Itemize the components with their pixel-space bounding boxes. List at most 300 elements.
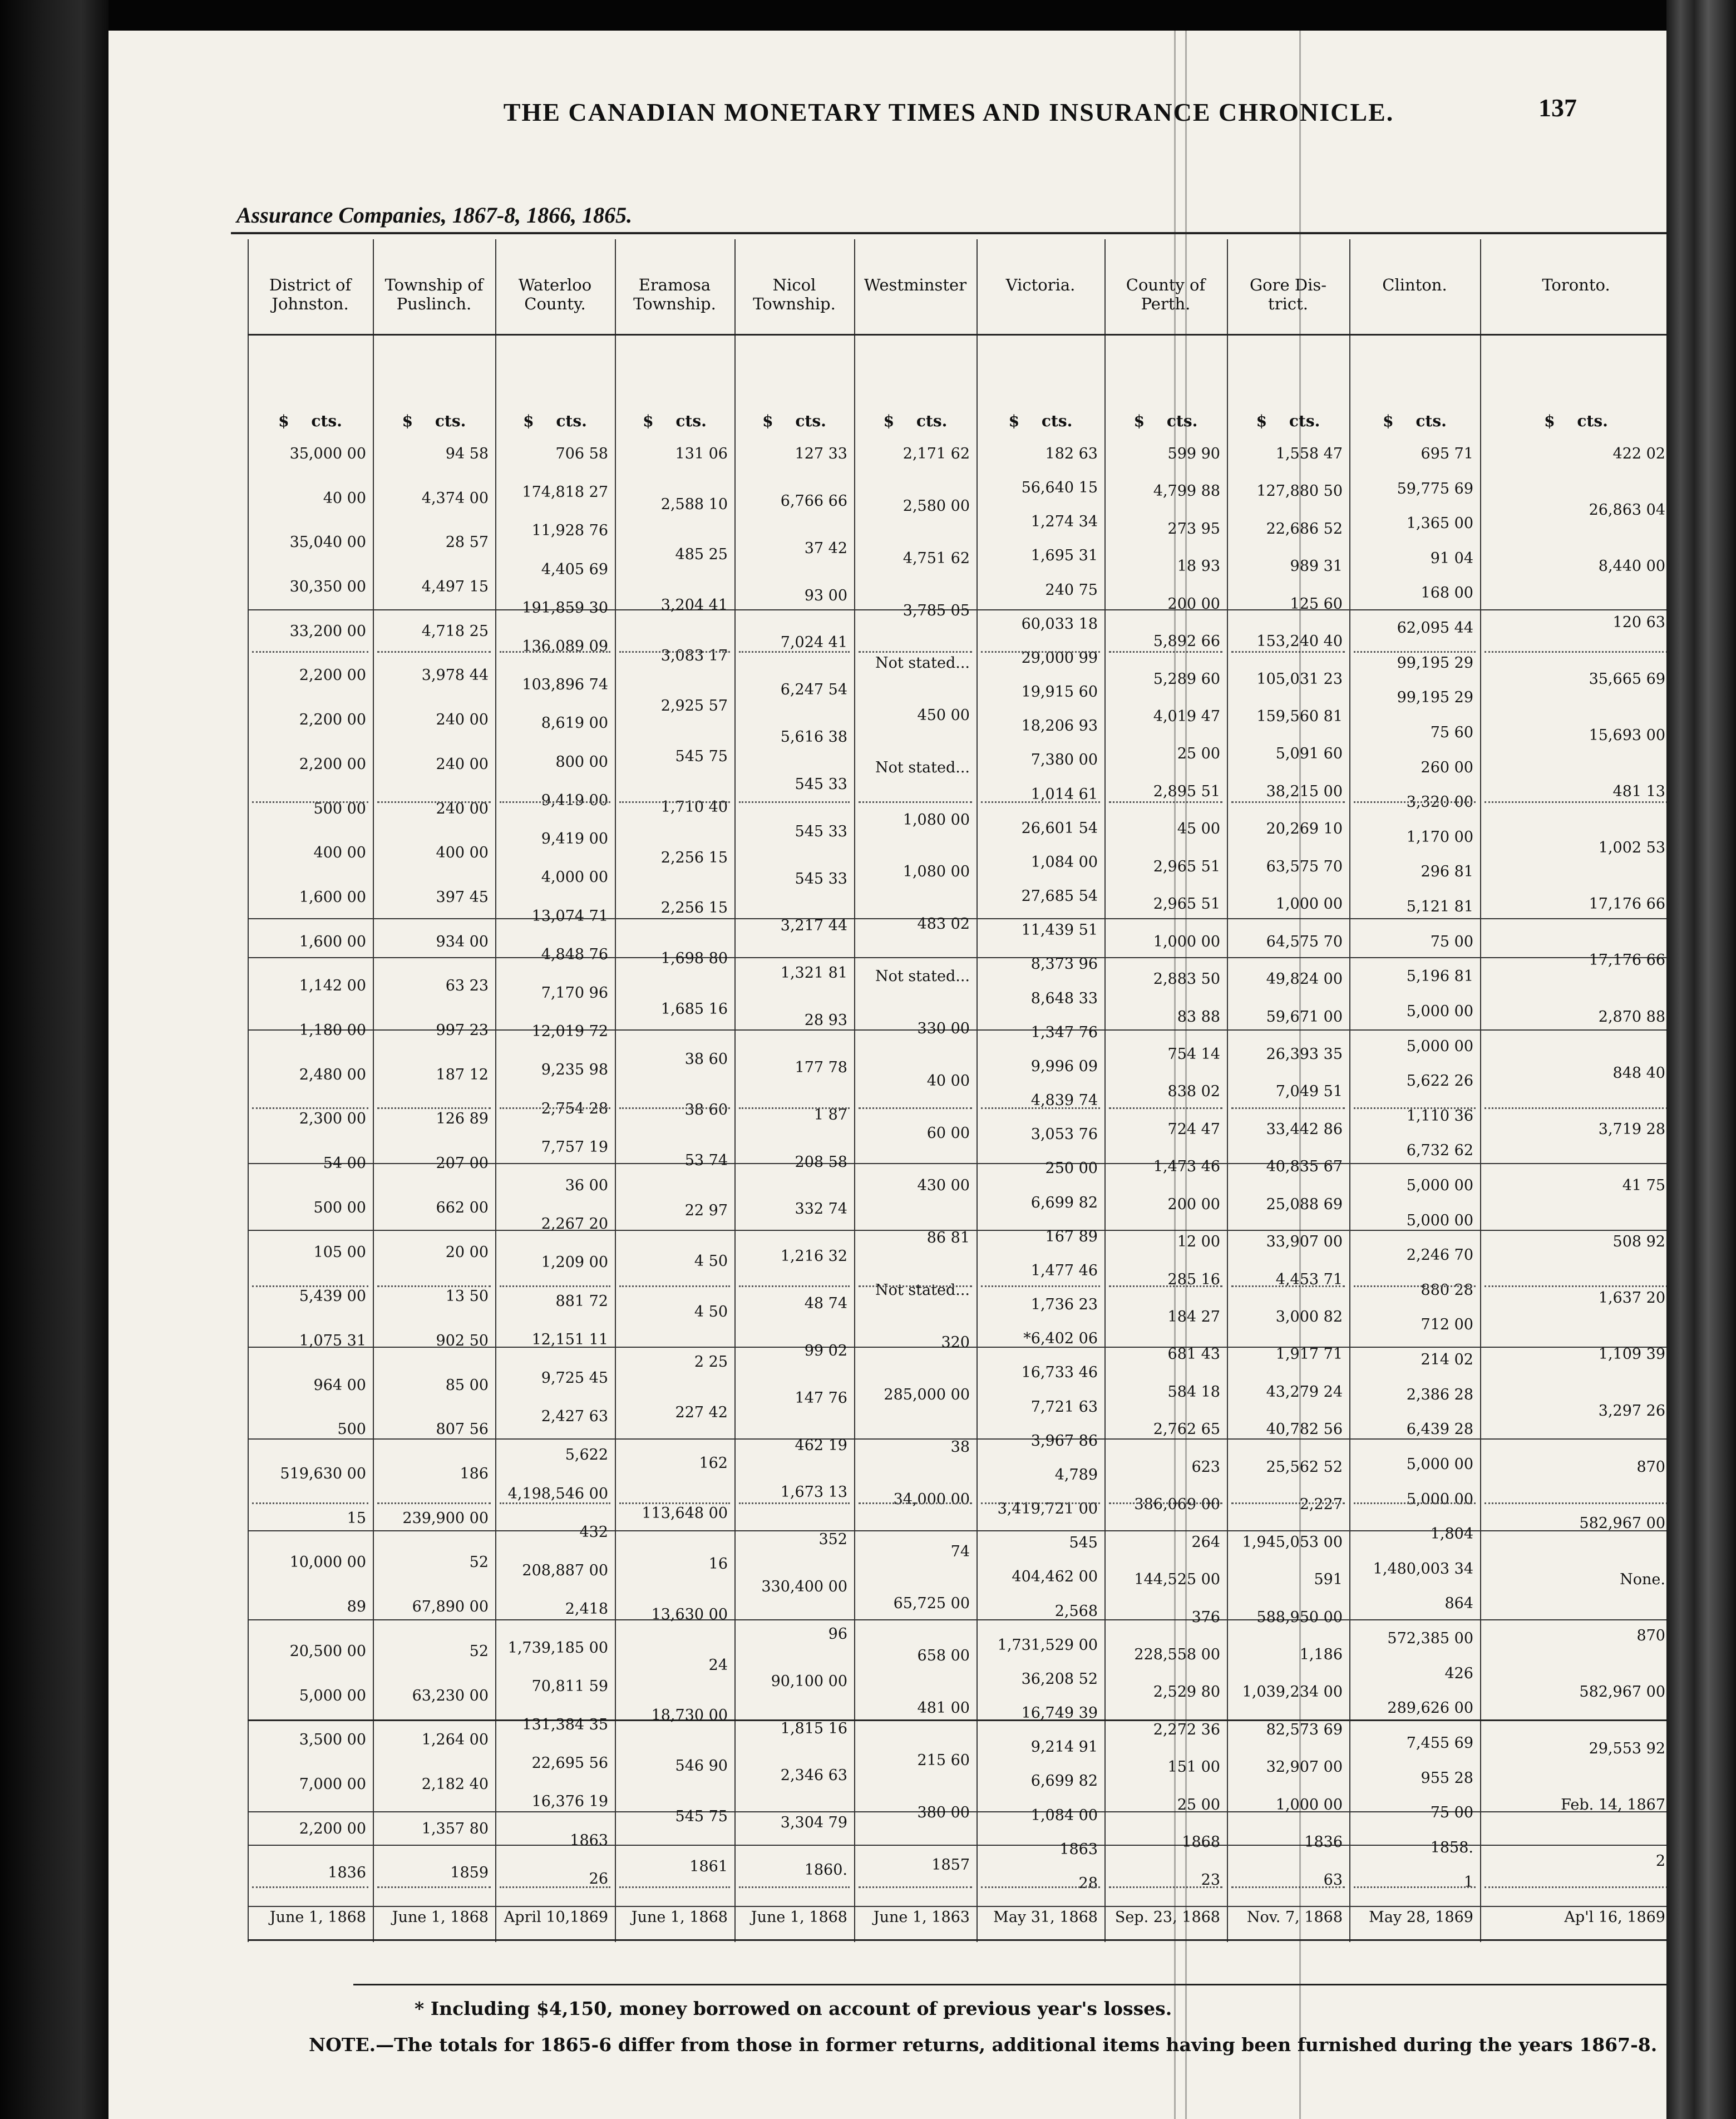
table-cell: 24	[708, 1657, 728, 1674]
table-column	[976, 239, 1104, 1942]
table-cell: 955 28	[1421, 1770, 1473, 1787]
table-cell: 1,731,529 00	[997, 1637, 1098, 1654]
table-cell: 167 89	[1045, 1228, 1098, 1245]
dot-leader	[252, 801, 368, 803]
table-column	[1227, 239, 1349, 1942]
dot-leader	[1109, 1502, 1222, 1504]
table-cell: 45 00	[1177, 820, 1220, 837]
table-cell: 404,462 00	[1012, 1568, 1098, 1585]
table-cell: 2,480 00	[299, 1066, 366, 1083]
table-cell: 6,439 28	[1406, 1421, 1473, 1438]
table-column	[734, 239, 854, 1942]
cents-label: cts.	[1041, 412, 1073, 430]
table-cell: 3,297 26	[1598, 1402, 1665, 1420]
table-cell: 25 00	[1177, 1796, 1220, 1814]
table-cell: 588,950 00	[1256, 1609, 1343, 1626]
table-cell: 1868	[1182, 1834, 1220, 1851]
column-header: Nicol Township.	[753, 275, 836, 313]
table-cell: 63,575 70	[1266, 858, 1343, 875]
dot-leader	[1109, 1107, 1222, 1109]
table-cell: 3,978 44	[421, 667, 489, 684]
table-cell: 881 72	[555, 1293, 608, 1310]
table-cell: 33,200 00	[289, 623, 366, 640]
table-cell: 426	[1444, 1665, 1473, 1682]
table-cell: 1,739,185 00	[507, 1639, 608, 1657]
table-cell: 67,890 00	[412, 1598, 489, 1615]
table-cell: 712 00	[1421, 1316, 1473, 1333]
table-cell: 187 12	[436, 1066, 489, 1083]
table-cell: 250 00	[1045, 1160, 1098, 1177]
table-cell: 174,818 27	[522, 484, 608, 501]
table-cell: 724 47	[1167, 1121, 1220, 1138]
table-cell: 1861	[689, 1858, 728, 1875]
table-cell: Not stated...	[875, 759, 970, 776]
dollar-label: $	[1008, 412, 1020, 430]
table-cell: 1,084 00	[1030, 854, 1098, 871]
table-cell: 13 50	[445, 1288, 489, 1305]
dot-leader	[252, 1107, 368, 1109]
table-cell: 18,730 00	[651, 1707, 728, 1724]
dot-leader	[739, 651, 850, 653]
document-page	[108, 31, 1666, 2119]
table-cell: June 1, 1863	[873, 1909, 970, 1926]
table-cell: 3,217 44	[780, 917, 847, 934]
table-cell: 3,419,721 00	[997, 1500, 1098, 1517]
table-cell: 4 50	[694, 1303, 728, 1320]
table-cell: 1,685 16	[660, 1001, 728, 1018]
table-cell: 75 60	[1430, 724, 1473, 741]
table-column	[373, 239, 495, 1942]
table-cell: 91 04	[1430, 550, 1473, 567]
column-header: District of Johnston.	[269, 275, 352, 313]
table-cell: 1,002 53	[1598, 839, 1665, 856]
table-cell: 2,200 00	[299, 756, 366, 773]
dot-leader	[1231, 1502, 1345, 1504]
dot-leader	[1109, 1285, 1222, 1287]
table-cell: 462 19	[795, 1437, 847, 1454]
dollar-label: $	[523, 412, 534, 430]
table-cell: 545 33	[795, 776, 847, 793]
table-cell: 582,967 00	[1579, 1515, 1665, 1532]
table-cell: 1,216 32	[780, 1248, 847, 1265]
table-cell: 508 92	[1612, 1233, 1665, 1250]
dot-leader	[619, 1107, 730, 1109]
table-cell: 23	[1201, 1871, 1220, 1889]
table-cell: 131,384 35	[522, 1716, 608, 1733]
dot-leader	[1109, 651, 1222, 653]
table-cell: 2,200 00	[299, 711, 366, 728]
table-cell: 5,892 66	[1153, 633, 1220, 650]
dot-leader	[739, 1107, 850, 1109]
table-cell: 131 06	[675, 445, 728, 462]
dot-leader	[859, 1502, 972, 1504]
table-cell: 1,000 00	[1275, 1796, 1343, 1814]
column-header: Township of Puslinch.	[384, 275, 484, 313]
table-cell: 127 33	[795, 445, 847, 462]
table-cell: 2,256 15	[660, 899, 728, 916]
dot-leader	[1485, 1502, 1666, 1504]
table-cell: 397 45	[436, 889, 489, 906]
dollar-label: $	[643, 412, 654, 430]
section-title: Assurance Companies, 1867-8, 1866, 1865.	[236, 203, 633, 228]
table-cell: 36 00	[565, 1177, 608, 1194]
table-cell: 11,928 76	[531, 522, 608, 539]
table-cell: *6,402 06	[1023, 1330, 1098, 1347]
table-cell: 6,732 62	[1406, 1142, 1473, 1159]
table-cell: 1863	[1059, 1841, 1098, 1858]
dot-leader	[1231, 1107, 1345, 1109]
dot-leader	[1231, 1886, 1345, 1888]
table-cell: 1,815 16	[780, 1720, 847, 1737]
table-cell: 40,835 67	[1266, 1158, 1343, 1175]
table-cell: 2,200 00	[299, 667, 366, 684]
currency-header	[1227, 412, 1349, 430]
table-cell: 168 00	[1421, 584, 1473, 602]
table-cell: 52	[469, 1554, 489, 1571]
table-cell: None.	[1620, 1571, 1665, 1588]
table-cell: 1,698 80	[660, 950, 728, 967]
table-cell: 5,000 00	[1406, 1456, 1473, 1473]
table-cell: 18,206 93	[1021, 717, 1098, 735]
table-cell: 26,601 54	[1021, 820, 1098, 837]
table-cell: 320	[941, 1334, 970, 1351]
table-cell: 35,665 69	[1589, 671, 1665, 688]
table-cell: 1,558 47	[1275, 445, 1343, 462]
table-cell: 28 93	[804, 1012, 847, 1029]
table-cell: 151 00	[1167, 1758, 1220, 1776]
dot-leader	[859, 801, 972, 803]
table-cell: 450 00	[917, 707, 970, 724]
table-cell: 545 75	[675, 1808, 728, 1825]
table-cell: 5,000 00	[1406, 1212, 1473, 1229]
table-cell: 85 00	[445, 1377, 489, 1394]
scan-streak	[1174, 31, 1176, 2119]
table-cell: 2,568	[1054, 1603, 1098, 1620]
table-cell: 582,967 00	[1579, 1683, 1665, 1701]
table-cell: 289,626 00	[1387, 1699, 1473, 1717]
table-cell: 2,588 10	[660, 496, 728, 513]
table-cell: 1,080 00	[902, 863, 970, 880]
table-cell: 113,648 00	[642, 1505, 728, 1522]
table-cell: 1,347 76	[1030, 1024, 1098, 1041]
table-cell: 63	[1323, 1871, 1343, 1889]
table-cell: 208,887 00	[522, 1562, 608, 1579]
table-cell: Feb. 14, 1867	[1561, 1796, 1665, 1814]
table-cell: 20,500 00	[289, 1643, 366, 1660]
table-cell: 3,204 41	[660, 597, 728, 614]
table-cell: 2,272 36	[1153, 1721, 1220, 1738]
table-cell: 7,049 51	[1275, 1083, 1343, 1100]
table-cell: 240 75	[1045, 582, 1098, 599]
table-cell: 4,718 25	[421, 623, 489, 640]
column-header: Victoria.	[1005, 275, 1076, 294]
table-cell: 200 00	[1167, 1196, 1220, 1213]
table-cell: 2,227	[1299, 1496, 1343, 1513]
table-cell: 13,630 00	[651, 1606, 728, 1623]
table-cell: 1,473 46	[1153, 1158, 1220, 1175]
table-cell: 5,000 00	[299, 1687, 366, 1704]
table-cell: 26,863 04	[1589, 501, 1665, 519]
table-cell: 27,685 54	[1021, 888, 1098, 905]
table-cell: 3,053 76	[1030, 1126, 1098, 1143]
table-cell: June 1, 1868	[751, 1909, 847, 1926]
table-cell: 40 00	[323, 490, 366, 507]
table-cell: 4 50	[694, 1253, 728, 1270]
table-cell: 2,200 00	[299, 1820, 366, 1837]
table-cell: 22,695 56	[531, 1755, 608, 1772]
column-header: County of Perth.	[1126, 275, 1206, 313]
table-column	[615, 239, 734, 1942]
dot-leader	[619, 1502, 730, 1504]
table-cell: 1,365 00	[1406, 515, 1473, 532]
table-cell: 1,804	[1430, 1525, 1473, 1543]
table-cell: 4,789	[1054, 1466, 1098, 1484]
table-cell: 9,419 00	[541, 830, 608, 847]
table-bottom-rule	[353, 1984, 1666, 1985]
table-cell: 2,762 65	[1153, 1421, 1220, 1438]
table-cell: 380 00	[917, 1804, 970, 1821]
table-cell: 17,176 66	[1589, 895, 1665, 913]
table-cell: 934 00	[436, 933, 489, 950]
table-cell: 59,775 69	[1397, 480, 1473, 497]
table-cell: 4,799 88	[1153, 482, 1220, 500]
table-cell: 706 58	[555, 445, 608, 462]
table-cell: 2,427 63	[541, 1408, 608, 1425]
table-cell: June 1, 1868	[269, 1909, 366, 1926]
dot-leader	[377, 801, 491, 803]
table-cell: 25,088 69	[1266, 1196, 1343, 1213]
table-cell: 99 02	[804, 1342, 847, 1359]
table-cell: 4,374 00	[421, 490, 489, 507]
table-cell: 1,264 00	[421, 1731, 489, 1748]
table-cell: 83 88	[1177, 1008, 1220, 1026]
table-cell: 147 76	[795, 1389, 847, 1407]
table-cell: 483 02	[917, 915, 970, 933]
table-cell: 5,439 00	[299, 1288, 366, 1305]
table-cell: 29,000 99	[1021, 649, 1098, 667]
table-cell: 35,000 00	[289, 445, 366, 462]
table-cell: 177 78	[795, 1059, 847, 1076]
table-cell: 1,710 40	[660, 799, 728, 816]
table-cell: 5,000 00	[1406, 1038, 1473, 1055]
assurance-table	[248, 239, 1666, 1945]
table-cell: 22,686 52	[1266, 520, 1343, 538]
table-cell: 1,000 00	[1275, 895, 1343, 913]
table-cell: 25,562 52	[1266, 1458, 1343, 1476]
dot-leader	[1485, 651, 1666, 653]
table-cell: 186	[460, 1465, 489, 1482]
table-cell: 545 33	[795, 823, 847, 840]
dot-leader	[859, 1886, 972, 1888]
column-header: Clinton.	[1382, 275, 1447, 294]
dot-leader	[1354, 1107, 1476, 1109]
table-cell: 481 00	[917, 1699, 970, 1717]
table-cell: 1,274 34	[1030, 513, 1098, 530]
dot-leader	[1354, 1502, 1476, 1504]
dot-leader	[1354, 1886, 1476, 1888]
dot-leader	[377, 1107, 491, 1109]
table-cell: 2,346 63	[780, 1767, 847, 1784]
column-header: Toronto.	[1542, 275, 1610, 294]
table-cell: 40,782 56	[1266, 1421, 1343, 1438]
table-cell: 1,600 00	[299, 933, 366, 950]
table-cell: 1,109 39	[1598, 1346, 1665, 1363]
table-cell: 99,195 29	[1397, 689, 1473, 706]
table-cell: 38 60	[684, 1101, 728, 1118]
table-cell: 4,019 47	[1153, 708, 1220, 725]
table-cell: 12,151 11	[531, 1331, 608, 1348]
table-cell: 2,870 88	[1598, 1008, 1665, 1026]
dot-leader	[252, 1502, 368, 1504]
table-cell: 1,186	[1299, 1646, 1343, 1663]
table-cell: 6,766 66	[780, 492, 847, 510]
table-cell: 20 00	[445, 1244, 489, 1261]
table-cell: 26,393 35	[1266, 1046, 1343, 1063]
table-cell: 8,619 00	[541, 714, 608, 732]
dot-leader	[1109, 801, 1222, 803]
dot-leader	[739, 1886, 850, 1888]
currency-header	[976, 412, 1104, 430]
table-cell: 2,386 28	[1406, 1386, 1473, 1403]
table-cell: 5,622 26	[1406, 1072, 1473, 1090]
table-column	[248, 239, 373, 1942]
table-cell: 6,247 54	[780, 681, 847, 698]
table-cell: 5,091 60	[1275, 745, 1343, 762]
table-cell: 400 00	[436, 844, 489, 861]
table-cell: 681 43	[1167, 1346, 1220, 1363]
table-cell: 182 63	[1045, 445, 1098, 462]
table-cell: 1859	[450, 1864, 489, 1881]
table-cell: 16,733 46	[1021, 1364, 1098, 1381]
table-cell: 1,080 00	[902, 811, 970, 829]
table-cell: 964 00	[313, 1377, 366, 1394]
table-cell: 5,616 38	[780, 728, 847, 746]
table-cell: 1,075 31	[299, 1332, 366, 1349]
table-cell: 240 00	[436, 756, 489, 773]
table-cell: 386,069 00	[1134, 1496, 1220, 1513]
table-cell: 74	[950, 1543, 970, 1560]
dot-leader	[500, 1886, 610, 1888]
table-cell: 5,289 60	[1153, 671, 1220, 688]
book-page-edges-right	[1666, 0, 1736, 2119]
currency-header	[248, 412, 373, 430]
table-cell: 35,040 00	[289, 534, 366, 551]
table-cell: 26	[589, 1870, 608, 1888]
dot-leader	[1354, 801, 1476, 803]
table-cell: 430 00	[917, 1177, 970, 1194]
dot-leader	[859, 1285, 972, 1287]
table-cell: 105 00	[313, 1244, 366, 1261]
cents-label: cts.	[1166, 412, 1198, 430]
table-cell: 8,373 96	[1030, 955, 1098, 973]
table-cell: 2,580 00	[902, 497, 970, 515]
dot-leader	[252, 1285, 368, 1287]
table-cell: 3,083 17	[660, 647, 728, 664]
table-cell: 70,811 59	[531, 1678, 608, 1695]
table-cell: 1,170 00	[1406, 829, 1473, 846]
table-cell: 54 00	[323, 1155, 366, 1172]
column-header: Gore Dis- trict.	[1249, 275, 1327, 313]
table-cell: 3,785 05	[902, 602, 970, 619]
table-cell: 136,089 09	[522, 638, 608, 655]
dollar-label: $	[1383, 412, 1394, 430]
table-cell: Not stated...	[875, 654, 970, 672]
table-cell: 870	[1636, 1458, 1665, 1476]
table-cell: 28	[1078, 1875, 1098, 1892]
dot-leader	[377, 1285, 491, 1287]
table-cell: 48 74	[804, 1295, 847, 1312]
table-cell: 37 42	[804, 540, 847, 557]
table-cell: 52	[469, 1643, 489, 1660]
scan-streak	[1185, 31, 1187, 2119]
table-cell: 545	[1069, 1534, 1098, 1551]
dot-leader	[252, 1886, 368, 1888]
table-column	[1480, 239, 1666, 1942]
table-cell: 43,279 24	[1266, 1383, 1343, 1401]
table-cell: 36,208 52	[1021, 1670, 1098, 1688]
table-cell: 32,907 00	[1266, 1758, 1343, 1776]
table-cell: 838 02	[1167, 1083, 1220, 1100]
table-cell: 481 13	[1612, 783, 1665, 800]
dot-leader	[1231, 801, 1345, 803]
table-cell: 3,000 82	[1275, 1308, 1343, 1325]
table-cell: 93 00	[804, 587, 847, 604]
table-cell: 5,622	[565, 1446, 608, 1463]
table-cell: 6,699 82	[1030, 1194, 1098, 1211]
table-cell: 5,000 00	[1406, 1003, 1473, 1020]
table-cell: 9,996 09	[1030, 1058, 1098, 1075]
column-header: Westminster	[864, 275, 967, 294]
scan-streak	[1299, 31, 1301, 2119]
currency-header	[734, 412, 854, 430]
table-cell: 240 00	[436, 800, 489, 817]
table-cell: 75 00	[1430, 933, 1473, 950]
table-cell: 1,477 46	[1030, 1262, 1098, 1279]
table-cell: 260 00	[1421, 759, 1473, 776]
table-cell: 400 00	[313, 844, 366, 861]
table-cell: 89	[347, 1598, 366, 1615]
dot-leader	[619, 801, 730, 803]
table-cell: 227 42	[675, 1404, 728, 1421]
table-cell: 12,019 72	[531, 1023, 608, 1040]
table-cell: 214 02	[1421, 1351, 1473, 1368]
table-cell: 807 56	[436, 1421, 489, 1438]
table-cell: 623	[1191, 1458, 1220, 1476]
table-cell: 9,235 98	[541, 1061, 608, 1078]
table-cell: 16,749 39	[1021, 1704, 1098, 1722]
currency-header	[1104, 412, 1227, 430]
column-header: Waterloo County.	[518, 275, 592, 313]
cents-label: cts.	[1289, 412, 1320, 430]
dot-leader	[739, 801, 850, 803]
book-gutter-left	[0, 0, 108, 2119]
table-cell: 864	[1444, 1595, 1473, 1612]
table-cell: 38 60	[684, 1051, 728, 1068]
table-cell: 2,529 80	[1153, 1683, 1220, 1701]
dollar-label: $	[278, 412, 289, 430]
table-cell: 485 25	[675, 546, 728, 563]
table-cell: 30,350 00	[289, 578, 366, 595]
table-column	[495, 239, 615, 1942]
cents-label: cts.	[311, 412, 342, 430]
table-cell: 800 00	[555, 753, 608, 771]
table-cell: 15	[347, 1510, 366, 1527]
table-cell: 545 33	[795, 870, 847, 888]
table-cell: 4,405 69	[541, 561, 608, 578]
table-cell: 264	[1191, 1534, 1220, 1551]
table-cell: 4,839 74	[1030, 1092, 1098, 1109]
cents-label: cts.	[435, 412, 466, 430]
